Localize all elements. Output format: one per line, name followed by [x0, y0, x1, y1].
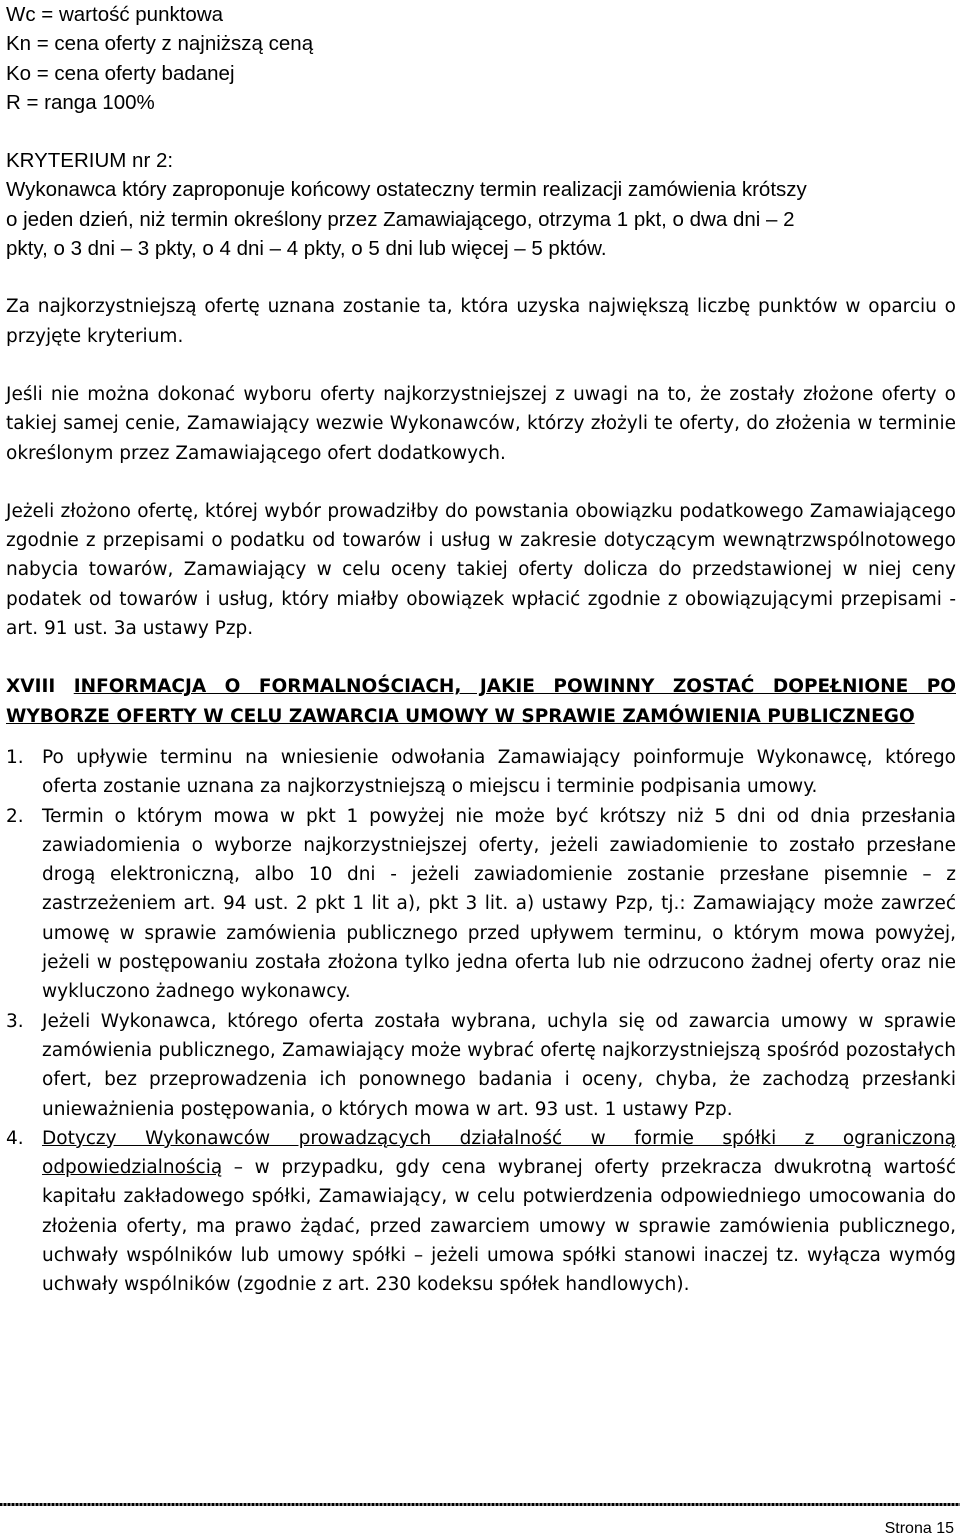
item-text: Jeżeli Wykonawca, którego oferta została wybrana, uchyla się od zawarcia umowy w sprawie zamówienia publicznego, Zamawiający może wybrać ofertę najkorzystniejszą spośród pozostałych ofert, bez przeprowadzenia ich ponownego badania i oceny, chyba, że zachodzą przesłanki unieważnienia postępowania, o których mowa w art. 93 ust. 1 ustawy Pzp. — [42, 1010, 956, 1120]
footer-divider — [0, 1503, 960, 1506]
paragraph-best-offer: Za najkorzystniejszą ofertę uznana zostanie ta, która uzyska największą liczbę punktów w oparciu o przyjęte kryterium. — [6, 296, 956, 347]
page-number: Strona 15 — [884, 1520, 954, 1537]
criterion-title: KRYTERIUM nr 2: — [6, 149, 174, 173]
spacer — [6, 117, 956, 146]
item-underlined-text: Dotyczy Wykonawców prowadzących działalność w formie spółki z ograniczoną odpowiedzialnością — [42, 1127, 956, 1179]
spacer — [6, 643, 956, 672]
list-item — [6, 743, 956, 802]
paragraph-tax: Jeżeli złożono ofertę, której wybór prowadziłby do powstania obowiązku podatkowego Zamawiającego zgodnie z przepisami o podatku od towarów i usług w zakresie dotyczącym wewnątrzwspólnotowego nabycia towarów, Zamawiający w celu oceny takiej oferty dolicza do przedstawionej w niej ceny podatek od towarów i usług, który miałby obowiązek wpłacić zgodnie z obowiązującymi przepisami - art. 91 ust. 3a ustawy Pzp. — [6, 500, 956, 640]
item-text: – w przypadku, gdy cena wybranej oferty przekracza dwukrotną wartość kapitału zakładowego spółki, Zamawiający, w celu potwierdzenia odpowiedniego umocowania do złożenia oferty, ma prawo żądać, przed zawarciem umowy w sprawie zamówienia publicznego, uchwały wspólników lub umowy spółki – jeżeli umowa spółki stanowi inaczej tz. wyłącza wymóg uchwały wspólników (zgodnie z art. 230 kodeksu spółek handlowych). — [42, 1157, 956, 1296]
definition-r: R = ranga 100% — [6, 90, 155, 114]
list-item — [6, 1124, 956, 1300]
item-text: Po upływie terminu na wniesienie odwołania Zamawiający poinformuje Wykonawcę, którego oferta zostanie uznana za najkorzystniejszą o miejscu i terminie podpisania umowy. — [42, 746, 956, 798]
section-heading — [6, 672, 956, 731]
criterion-line: o jeden dzień, niż termin określony przez Zamawiającego, otrzyma 1 pkt, o dwa dni – 2 — [6, 207, 795, 231]
item-number: 4. — [6, 1127, 24, 1149]
document-page — [6, 0, 956, 1300]
section-number: XVIII — [6, 676, 56, 698]
definition-kn: Kn = cena oferty z najniższą ceną — [6, 32, 314, 56]
criterion-line: Wykonawca który zaproponuje końcowy ostateczny termin realizacji zamówienia krótszy — [6, 178, 807, 202]
definition-ko: Ko = cena oferty badanej — [6, 61, 235, 85]
spacer — [6, 468, 956, 497]
item-number: 2. — [6, 805, 24, 827]
item-number: 3. — [6, 1010, 24, 1032]
definition-wc: Wc = wartość punktowa — [6, 3, 224, 26]
formalities-list — [6, 743, 956, 1300]
criterion-line: pkty, o 3 dni – 3 pkty, o 4 dni – 4 pkty, o 5 dni lub więcej – 5 pktów. — [6, 237, 607, 261]
item-text: Termin o którym mowa w pkt 1 powyżej nie może być krótszy niż 5 dni od dnia przesłania zawiadomienia o wyborze najkorzystniejszej oferty, jeżeli zawiadomienie to zostało przesłane drogą elektroniczną, albo 10 dni - jeżeli zawiadomienie zostanie przesłane pisemnie – z zastrzeżeniem art. 94 ust. 2 pkt 1 lit a), pkt 3 lit. a) ustawy Pzp, tj.: Zamawiający może zawrzeć umowę w sprawie zamówienia publicznego przed upływem terminu, o którym mowa powyżej, jeżeli w postępowaniu została złożona tylko jedna oferta lub nie odrzucono żadnej oferty oraz nie wykluczono żadnego wykonawcy. — [42, 805, 956, 1003]
spacer — [6, 263, 956, 292]
section-title: INFORMACJA O FORMALNOŚCIACH, JAKIE POWINNY ZOSTAĆ DOPEŁNIONE PO WYBORZE OFERTY W CELU ZAWARCIA UMOWY W SPRAWIE ZAMÓWIENIA PUBLICZNEGO — [6, 676, 956, 727]
item-number: 1. — [6, 746, 24, 768]
paragraph-tie: Jeśli nie można dokonać wyboru oferty najkorzystniejszej z uwagi na to, że zostały złożone oferty o takiej samej cenie, Zamawiający wezwie Wykonawców, którzy złożyli te oferty, do złożenia w terminie określonym przez Zamawiającego ofert dodatkowych. — [6, 383, 956, 464]
list-item — [6, 1007, 956, 1124]
list-item — [6, 802, 956, 1007]
spacer — [6, 351, 956, 380]
